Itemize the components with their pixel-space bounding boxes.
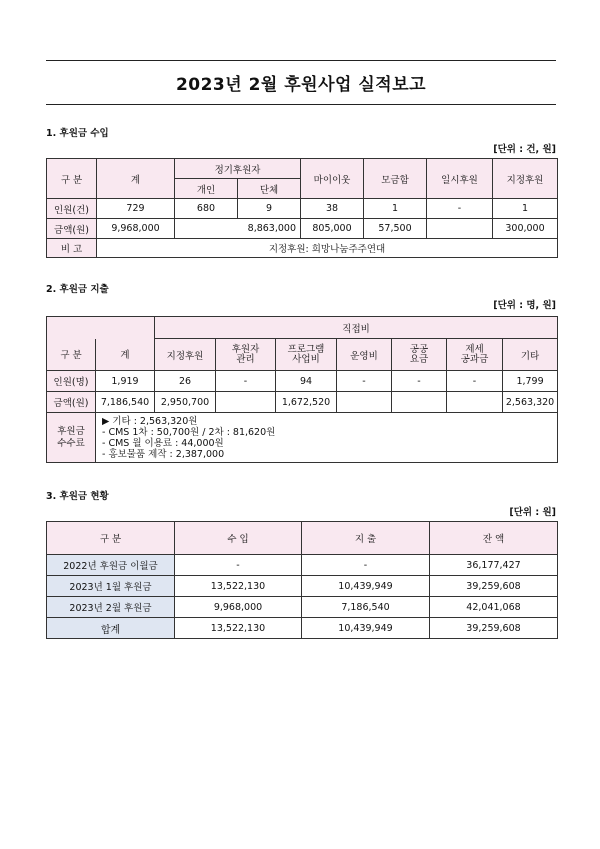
expense-header-direct: 직접비 bbox=[155, 317, 558, 339]
cell: 36,177,427 bbox=[430, 555, 558, 576]
cell bbox=[447, 392, 503, 413]
row-label: 비 고 bbox=[47, 239, 97, 258]
cell: 1 bbox=[493, 199, 558, 219]
status-row-label: 2022년 후원금 이월금 bbox=[47, 555, 175, 576]
income-unit: [단위 : 건, 원] bbox=[493, 144, 556, 155]
cell: 13,522,130 bbox=[175, 618, 302, 639]
expense-header-tax bbox=[447, 339, 503, 371]
expense-header-etc: 기타 bbox=[503, 339, 558, 371]
cell bbox=[216, 392, 276, 413]
expense-header-gubun: 구 분 bbox=[47, 339, 96, 371]
expense-row-count bbox=[47, 371, 558, 392]
expense-header-utility bbox=[392, 339, 447, 371]
cell: - bbox=[337, 371, 392, 392]
cell: 39,259,608 bbox=[430, 618, 558, 639]
expense-unit: [단위 : 명, 원] bbox=[493, 300, 556, 311]
expense-header-designated: 지정후원 bbox=[155, 339, 216, 371]
income-header-group: 단체 bbox=[238, 179, 301, 199]
cell: 39,259,608 bbox=[430, 576, 558, 597]
cell: 1,919 bbox=[96, 371, 155, 392]
status-total-label: 합계 bbox=[47, 618, 175, 639]
status-header-balance: 잔 액 bbox=[430, 522, 558, 555]
income-header-total: 계 bbox=[97, 159, 175, 199]
income-header-onetime: 일시후원 bbox=[427, 159, 493, 199]
label-line: 프로그램 bbox=[287, 343, 325, 355]
fee-details bbox=[96, 413, 558, 463]
label-line: 공과금 bbox=[460, 353, 489, 365]
status-row bbox=[47, 555, 558, 576]
status-row bbox=[47, 597, 558, 618]
fee-line: - CMS 1차 : 50,700원 / 2차 : 81,620원 bbox=[102, 426, 276, 438]
cell: - bbox=[175, 555, 302, 576]
label-line: 후원금 bbox=[57, 425, 85, 437]
income-heading: 1. 후원금 수입 bbox=[46, 128, 109, 139]
label-line: 사업비 bbox=[292, 353, 320, 365]
cell: - bbox=[302, 555, 430, 576]
cell: 1,799 bbox=[503, 371, 558, 392]
expense-header-sponsor-mgmt bbox=[216, 339, 276, 371]
cell: 10,439,949 bbox=[302, 576, 430, 597]
income-header-myioot: 마이이웃 bbox=[301, 159, 364, 199]
cell: 9 bbox=[238, 199, 301, 219]
cell: 805,000 bbox=[301, 219, 364, 239]
label-line: 제세 bbox=[465, 343, 484, 355]
label-line: 수수료 bbox=[57, 437, 85, 449]
status-row bbox=[47, 576, 558, 597]
cell: 57,500 bbox=[364, 219, 427, 239]
fee-line: - CMS 월 이용료 : 44,000원 bbox=[102, 437, 224, 449]
cell: - bbox=[216, 371, 276, 392]
cell: 94 bbox=[276, 371, 337, 392]
cell: 9,968,000 bbox=[175, 597, 302, 618]
income-table bbox=[46, 158, 558, 258]
cell: 1,672,520 bbox=[276, 392, 337, 413]
cell: 7,186,540 bbox=[96, 392, 155, 413]
label-line: 요금 bbox=[409, 353, 429, 365]
row-label: 인원(명) bbox=[47, 371, 96, 392]
income-header-gubun: 구 분 bbox=[47, 159, 97, 199]
expense-header-total: 계 bbox=[96, 339, 155, 371]
row-label: 금액(원) bbox=[47, 392, 96, 413]
status-header-income: 수 입 bbox=[175, 522, 302, 555]
status-heading: 3. 후원금 현황 bbox=[46, 491, 109, 502]
status-unit: [단위 : 원] bbox=[509, 507, 556, 518]
row-label: 인원(건) bbox=[47, 199, 97, 219]
label-line: 관리 bbox=[236, 353, 255, 365]
status-header-expense: 지 출 bbox=[302, 522, 430, 555]
cell: 7,186,540 bbox=[302, 597, 430, 618]
cell: 10,439,949 bbox=[302, 618, 430, 639]
cell: 1 bbox=[364, 199, 427, 219]
cell: 9,968,000 bbox=[97, 219, 175, 239]
income-row-amount bbox=[47, 219, 558, 239]
cell bbox=[427, 219, 493, 239]
cell bbox=[337, 392, 392, 413]
expense-table bbox=[46, 316, 558, 463]
cell bbox=[392, 392, 447, 413]
cell: - bbox=[392, 371, 447, 392]
expense-row-fee bbox=[47, 413, 558, 463]
expense-header-blank bbox=[47, 317, 155, 339]
expense-header-program bbox=[276, 339, 337, 371]
cell: 42,041,068 bbox=[430, 597, 558, 618]
cell: 2,563,320 bbox=[503, 392, 558, 413]
fee-label bbox=[47, 413, 96, 463]
expense-header-operation: 운영비 bbox=[337, 339, 392, 371]
cell: 2,950,700 bbox=[155, 392, 216, 413]
cell: 729 bbox=[97, 199, 175, 219]
cell: 680 bbox=[175, 199, 238, 219]
status-row-label: 2023년 2월 후원금 bbox=[47, 597, 175, 618]
income-header-designated: 지정후원 bbox=[493, 159, 558, 199]
cell: 26 bbox=[155, 371, 216, 392]
fee-line: - 홍보물품 제작 : 2,387,000 bbox=[102, 448, 225, 460]
income-row-note bbox=[47, 239, 558, 258]
cell: 8,863,000 bbox=[175, 219, 301, 239]
income-header-individual: 개인 bbox=[175, 179, 238, 199]
cell: 300,000 bbox=[493, 219, 558, 239]
status-row-label: 2023년 1월 후원금 bbox=[47, 576, 175, 597]
cell: 13,522,130 bbox=[175, 576, 302, 597]
status-header-gubun: 구 분 bbox=[47, 522, 175, 555]
label-line: 후원자 bbox=[231, 343, 260, 355]
status-total-row bbox=[47, 618, 558, 639]
expense-row-amount bbox=[47, 392, 558, 413]
fee-line: ▶ 기타 : 2,563,320원 bbox=[102, 415, 198, 427]
cell: 38 bbox=[301, 199, 364, 219]
note-text: 지정후원: 희망나눔주주연대 bbox=[97, 239, 558, 258]
income-header-regular: 정기후원자 bbox=[175, 159, 301, 179]
status-table bbox=[46, 521, 558, 639]
row-label: 금액(원) bbox=[47, 219, 97, 239]
income-row-count bbox=[47, 199, 558, 219]
cell: - bbox=[427, 199, 493, 219]
page-title-box bbox=[46, 60, 556, 105]
cell: - bbox=[447, 371, 503, 392]
page-title: 2023년 2월 후원사업 실적보고 bbox=[175, 75, 427, 95]
label-line: 공공 bbox=[409, 343, 429, 355]
income-header-box: 모금함 bbox=[364, 159, 427, 199]
expense-heading: 2. 후원금 지출 bbox=[46, 284, 109, 295]
